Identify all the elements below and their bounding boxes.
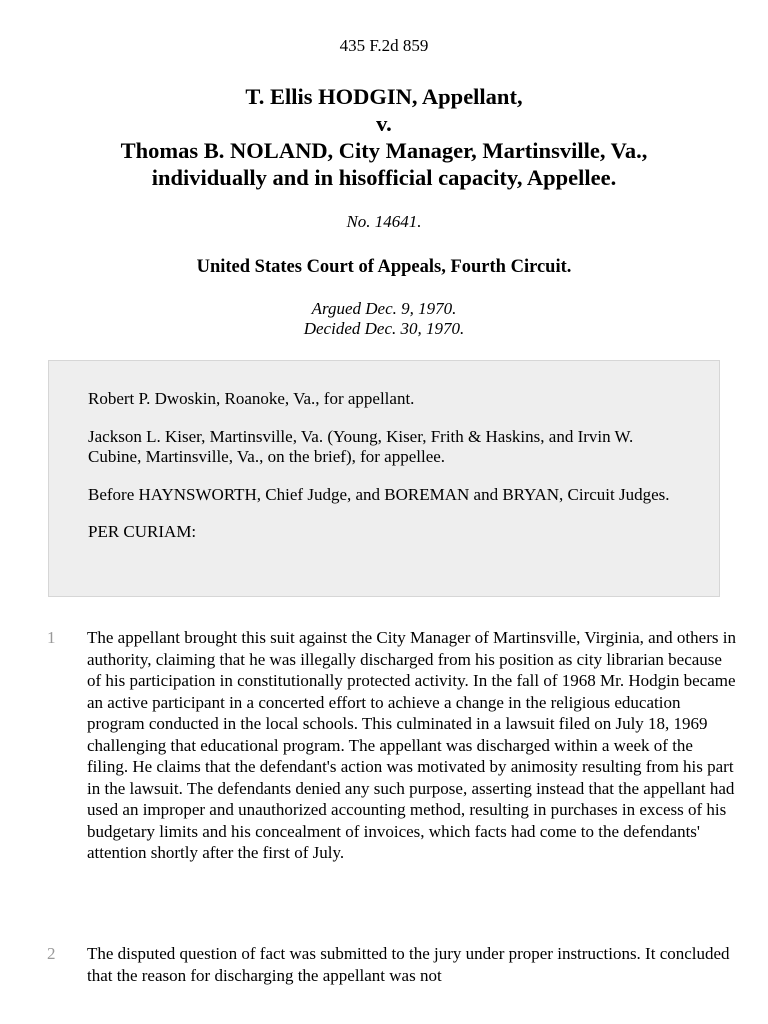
case-dates	[0, 299, 768, 339]
counsel-box	[48, 360, 720, 597]
bench-judges: Before HAYNSWORTH, Chief Judge, and BOREMAN and BRYAN, Circuit Judges.	[88, 484, 670, 504]
paragraph-number[interactable]: 1	[47, 628, 56, 647]
paragraph-text: The appellant brought this suit against the City Manager of Martinsville, Virginia, and others in authority, claiming that he was illegally discharged from his position as city librarian because of his participation in constitutionally protected activity. In the fall of 1968 Mr. Hodgin became an active participant in a concerted effort to achieve a change in the religious education program conducted in the local schools. This culminated in a lawsuit filed on July 18, 1969 challenging that educational program. The appellant was discharged within a week of the filing. He claims that the defendant's action was motivated by animosity resulting from his part in the lawsuit. The defendants denied any such purpose, asserting instead that the appellant had used an improper and unauthorized accounting method, resulting in purchases in excess of his budgetary limits and his concealment of invoices, which facts had come to the defendants' attention shortly after the first of July.	[87, 628, 736, 862]
title-appellant: T. Ellis HODGIN, Appellant,	[245, 84, 523, 109]
decided-date: Decided Dec. 30, 1970.	[303, 319, 465, 338]
counsel-appellee: Jackson L. Kiser, Martinsville, Va. (Young, Kiser, Frith & Haskins, and Irvin W. Cubine, Martinsville, Va., on the brief), for appellee.	[88, 426, 634, 466]
title-versus: v.	[376, 111, 392, 136]
docket-number: No. 14641.	[346, 212, 422, 231]
title-appellee-line1: Thomas B. NOLAND, City Manager, Martinsville, Va.,	[120, 138, 648, 163]
per-curiam: PER CURIAM:	[88, 522, 197, 541]
case-citation: 435 F.2d 859	[339, 36, 429, 55]
counsel-appellant: Robert P. Dwoskin, Roanoke, Va., for appellant.	[88, 389, 415, 408]
paragraph-text: The disputed question of fact was submitted to the jury under proper instructions. It concluded that the reason for discharging the appellant was not	[87, 944, 730, 985]
court-name: United States Court of Appeals, Fourth Circuit.	[196, 257, 572, 277]
paragraph-number[interactable]: 2	[47, 944, 56, 963]
title-appellee-line2: individually and in hisofficial capacity, Appellee.	[151, 165, 617, 190]
case-title	[40, 83, 728, 191]
argued-date: Argued Dec. 9, 1970.	[311, 299, 457, 318]
